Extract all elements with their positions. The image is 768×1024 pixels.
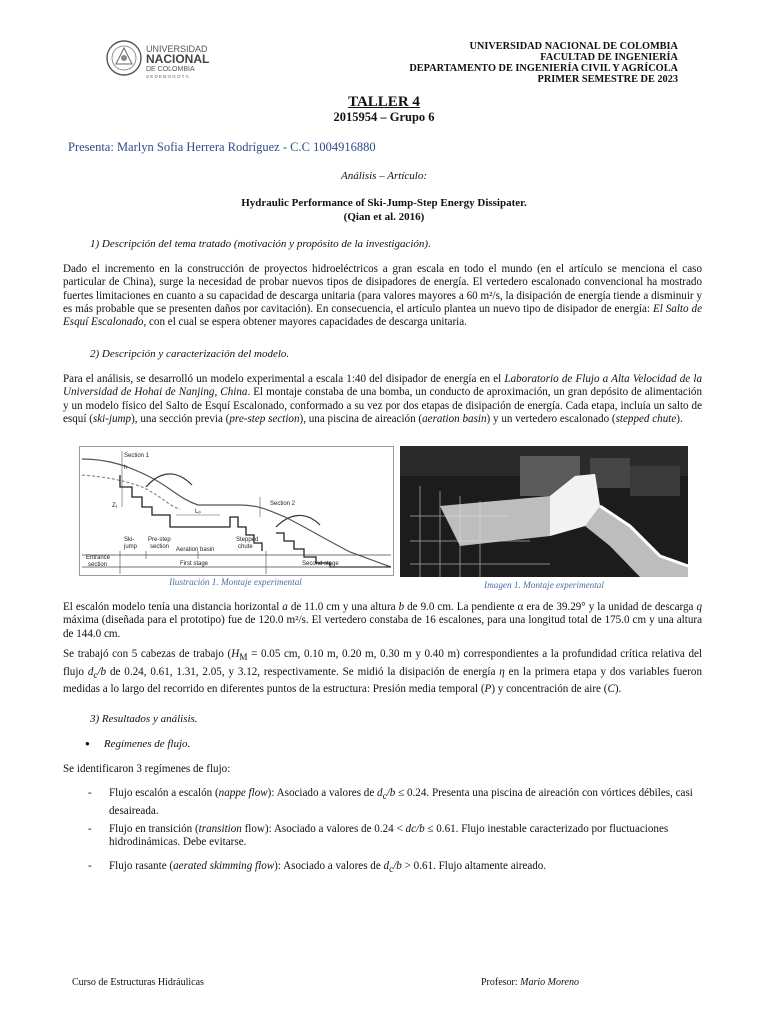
- text-emphasis: stepped chute: [615, 412, 677, 425]
- page-subtitle: 2015954 – Grupo 6: [333, 110, 435, 124]
- label-entrance-section: section: [88, 562, 108, 568]
- header-university: UNIVERSIDAD NACIONAL DE COLOMBIA: [469, 41, 678, 52]
- figure1-caption: Ilustración 1. Montaje experimental: [169, 577, 302, 587]
- text-run: = 0.05 cm, 0.10 m, 0.20 m, 0.30 m y 0.40 m) correspondientes a la profundidad crítica relativa del flujo: [63, 648, 702, 678]
- paper-reference: (Qian et al. 2016): [343, 211, 425, 223]
- text-run: en la primera etapa y dos variables fueron medidas a lo largo del recorrido en diferentes puntos de la estructura: Presión media temporal (: [63, 665, 702, 696]
- text-run: ≤ 0.24. Presenta una piscina de aireación con vórtices débiles, casi desaireada.: [109, 787, 693, 817]
- text-run: ) y un vertedero escalonado (: [486, 412, 616, 425]
- label-aeration-basin: Aeration basin: [176, 547, 215, 553]
- text-run: flow): Asociado a valores de 0.24 <: [241, 823, 406, 835]
- footer-professor: [481, 977, 579, 988]
- list-item: [88, 823, 702, 850]
- logo-line4: S E D E B O G O T Á: [146, 74, 189, 79]
- text-run: Flujo rasante (: [109, 860, 174, 872]
- label-prestep: Pre-step: [148, 537, 171, 543]
- list-item: [88, 787, 702, 818]
- text-subscript: c: [93, 670, 98, 681]
- figure2-caption: Imagen 1. Montaje experimental: [484, 580, 604, 590]
- text-emphasis: /b: [386, 787, 396, 799]
- text-emphasis: d: [377, 787, 383, 799]
- text-subscript: c: [389, 865, 394, 876]
- page-title: TALLER 4: [348, 94, 420, 110]
- logo-line3: DE COLOMBIA: [146, 66, 195, 73]
- university-seal-icon: [104, 38, 224, 80]
- text-emphasis: /b: [97, 665, 107, 678]
- text-emphasis: ski-jump: [92, 412, 132, 425]
- text-run: de 11.0 cm y una altura: [287, 601, 399, 613]
- text-run: de 9.0 cm. La pendiente α era de 39.29° y la unidad de descarga: [404, 601, 697, 613]
- text-run: . El montaje constaba de una bomba, un conducto de aproximación, un gran depósito de alimentación y un modelo físico del Salto de Esquí Escalonado, conformado a su vez por dos etapas de disipación de energía. Cada etapa, incluía un salto de esquí (: [63, 386, 702, 425]
- label-second-stage: Second stage: [302, 561, 339, 567]
- label-ski: Ski-: [124, 537, 135, 543]
- text-run: ), una piscina de aireación (: [299, 412, 423, 425]
- text-emphasis: nappe flow: [218, 787, 268, 799]
- author-line: Presenta: Marlyn Sofia Herrera Rodríguez - C.C 1004916880: [68, 140, 376, 154]
- label-chute: chute: [238, 544, 253, 550]
- text-emphasis: pre-step section: [229, 412, 300, 425]
- section3-intro: Se identificaron 3 regímenes de flujo:: [63, 763, 231, 775]
- bullet-item: [85, 738, 190, 750]
- dash-marker: -: [88, 823, 92, 835]
- label-stepped: Stepped: [236, 537, 259, 543]
- text-run: máxima (diseñada para el prototipo) fue de 120.0 m²/s. El vertedero constaba de 16 escalones, para una longitud total de 175.0 cm y una altura de 144.0 cm.: [63, 614, 702, 640]
- header-department: DEPARTAMENTO DE INGENIERÍA CIVIL Y AGRÍCOLA: [409, 63, 678, 74]
- label-entrance: Entrance: [86, 555, 111, 561]
- header-faculty: FACULTAD DE INGENIERÍA: [540, 52, 678, 63]
- text-run: , con el cual se espera obtener mayores capacidades de descarga unitaria.: [143, 316, 467, 329]
- text-emphasis: transition: [198, 823, 242, 835]
- text-run: ≤ 0.61. Flujo inestable caracterizado por fluctuaciones hidrodinámicas. Debe evitarse.: [109, 823, 669, 849]
- section3-heading: 3) Resultados y análisis.: [90, 713, 198, 725]
- text-run: El escalón modelo tenía una distancia horizontal: [63, 601, 283, 613]
- professor-label: Profesor:: [481, 977, 521, 988]
- section2-paragraph3: [63, 648, 702, 696]
- text-subscript: c: [382, 792, 387, 803]
- section2-paragraph2: [63, 601, 702, 641]
- text-emphasis: Laboratorio de Flujo a Alta Velocidad de la Universidad de Hohai de Nanjing, China: [63, 373, 702, 399]
- text-emphasis: η: [499, 665, 505, 678]
- label-prestep-section: section: [150, 544, 170, 550]
- text-emphasis: d: [383, 860, 390, 872]
- text-run: ): Asociado a valores de: [267, 787, 378, 799]
- label-jump: jump: [124, 544, 138, 550]
- text-run: Flujo en transición (: [109, 823, 199, 835]
- logo-line2: NACIONAL: [146, 52, 210, 66]
- text-emphasis: H: [231, 648, 240, 660]
- list-item: [88, 860, 702, 878]
- text-emphasis: aeration basin: [422, 412, 487, 425]
- university-logo: [104, 38, 224, 80]
- text-emphasis: P: [484, 683, 492, 696]
- label-h: h: [124, 465, 128, 471]
- label-section2: Section 2: [270, 501, 296, 507]
- text-run: Se trabajó con 5 cabezas de trabajo (: [63, 648, 232, 660]
- figure-photo: [400, 446, 688, 577]
- footer-course: Curso de Estructuras Hidráulicas: [72, 977, 204, 988]
- section1-heading: 1) Descripción del tema tratado (motivación y propósito de la investigación).: [90, 238, 431, 250]
- bullet-text: Regímenes de flujo.: [103, 738, 191, 750]
- dash-marker: -: [88, 860, 92, 872]
- text-run: de 0.24, 0.61, 1.31, 2.05, y 3.12, respectivamente. Se midió la disipación de energía: [106, 665, 500, 678]
- ski-jump-diagram: [80, 447, 393, 575]
- section1-paragraph: [63, 263, 702, 329]
- label-z1: Z₁: [112, 503, 118, 509]
- label-first-stage: First stage: [180, 561, 209, 567]
- paper-title: Hydraulic Performance of Ski-Jump-Step Energy Dissipater.: [241, 197, 527, 209]
- figure-schematic: [79, 446, 394, 576]
- logo-line1: UNIVERSIDAD: [146, 44, 208, 54]
- text-run: ), una sección previa (: [131, 412, 230, 425]
- label-section1: Section 1: [124, 453, 150, 459]
- professor-name: Mario Moreno: [520, 977, 579, 988]
- text-emphasis: El Salto de Esquí Escalonado: [63, 302, 702, 329]
- text-run: ) y concentración de aire (: [491, 683, 608, 696]
- dash-marker: -: [88, 787, 92, 799]
- bullet-dot-icon: ●: [85, 739, 90, 748]
- text-emphasis: b: [398, 601, 405, 613]
- text-run: ).: [614, 683, 622, 696]
- text-run: Dado el incremento en la construcción de proyectos hidroeléctricos a gran escala en todo el mundo (en el artículo se menciona el caso particular de China), surge la necesidad de probar nuevos tipos de disipadores de energía. El vertedero escalonado convencional ha mostrado fuertes limitaciones en cuanto a su capacidad de descarga unitaria (para valores mayores a 60 m²/s, la disipación de energía tiende a disminuir y es más probable que se presenten daños por cavitación). En consecuencia, el artículo plantea un nuevo tipo de disipador de energía:: [63, 263, 702, 315]
- document-header: [409, 41, 678, 85]
- text-run: ): Asociado a valores de: [274, 860, 384, 872]
- lab-photo-image: [400, 446, 688, 577]
- text-emphasis: d: [87, 665, 94, 678]
- text-run: ).: [676, 412, 683, 425]
- header-semester: PRIMER SEMESTRE DE 2023: [537, 74, 678, 85]
- text-emphasis: /b: [393, 860, 402, 872]
- section2-heading: 2) Descripción y caracterización del modelo.: [90, 348, 290, 360]
- text-run: Para el análisis, se desarrolló un modelo experimental a escala 1:40 del disipador de energía en el: [63, 373, 505, 385]
- text-emphasis: a: [282, 601, 288, 613]
- text-emphasis: aerated skimming flow: [173, 860, 275, 872]
- text-emphasis: dc/b: [405, 823, 425, 835]
- text-subscript: M: [239, 653, 248, 664]
- text-run: Flujo escalón a escalón (: [109, 787, 219, 799]
- text-emphasis: C: [607, 683, 615, 696]
- section2-paragraph1: [63, 373, 702, 426]
- label-lp: Lₚ: [195, 509, 201, 515]
- text-run: > 0.61. Flujo altamente aireado.: [401, 860, 547, 872]
- paper-heading: [0, 196, 768, 224]
- analysis-label: Análisis – Artículo:: [341, 170, 427, 182]
- text-emphasis: q: [696, 601, 703, 613]
